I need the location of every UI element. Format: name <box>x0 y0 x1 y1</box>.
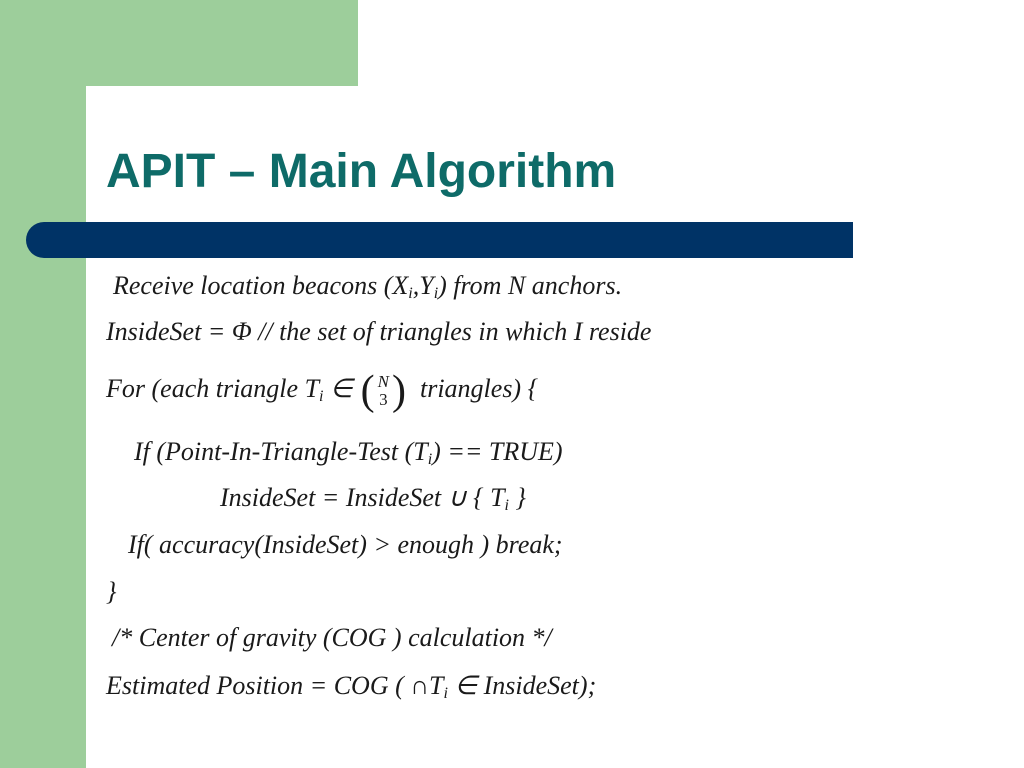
text-segment: InsideSet = InsideSet ∪ { T <box>220 483 505 512</box>
text-segment: Receive location beacons (X <box>113 271 409 300</box>
line-insideset-union <box>220 482 526 514</box>
binomial-top: N <box>377 372 389 391</box>
binomial-coefficient <box>361 370 406 412</box>
text-segment: If (Point-In-Triangle-Test (T <box>134 437 428 466</box>
text-segment: ,Y <box>412 271 434 300</box>
binomial-stack <box>375 373 392 409</box>
line-for-each-triangle <box>106 370 538 412</box>
content-panel-corner <box>86 86 146 146</box>
text-segment: Estimated Position = COG ( ∩T <box>106 671 444 700</box>
subscript: i <box>427 451 433 468</box>
line-insideset-init: InsideSet = Φ // the set of triangles in which I reside <box>106 317 652 346</box>
text-segment: } <box>509 483 526 512</box>
line-closing-brace: } <box>106 577 117 606</box>
line-cog-comment: /* Center of gravity (COG ) calculation */ <box>112 623 552 652</box>
top-green-band <box>0 0 358 86</box>
binomial-right-paren: ) <box>391 368 406 414</box>
text-segment: ∈ <box>323 373 353 403</box>
subscript: i <box>319 387 324 405</box>
text-segment: ) == TRUE) <box>432 437 563 466</box>
text-segment: triangles) { <box>419 373 538 403</box>
subscript: i <box>504 497 509 514</box>
line-estimated-position <box>106 670 596 702</box>
subscript: i <box>443 685 448 702</box>
line-point-in-triangle-test <box>134 436 563 468</box>
subscript: i <box>433 285 439 302</box>
slide-title: APIT – Main Algorithm <box>106 145 617 198</box>
binomial-bottom: 3 <box>379 390 388 409</box>
left-green-band <box>0 0 86 768</box>
line-receive-beacons <box>113 270 622 302</box>
text-segment: ) from N anchors. <box>438 271 623 300</box>
line-accuracy-break: If( accuracy(InsideSet) > enough ) break; <box>128 530 563 559</box>
subscript: i <box>408 285 413 302</box>
binomial-left-paren: ( <box>360 368 375 414</box>
title-underline-bar <box>26 222 853 258</box>
text-segment: For (each triangle T <box>106 373 320 403</box>
text-segment: ∈ InsideSet); <box>447 671 597 700</box>
